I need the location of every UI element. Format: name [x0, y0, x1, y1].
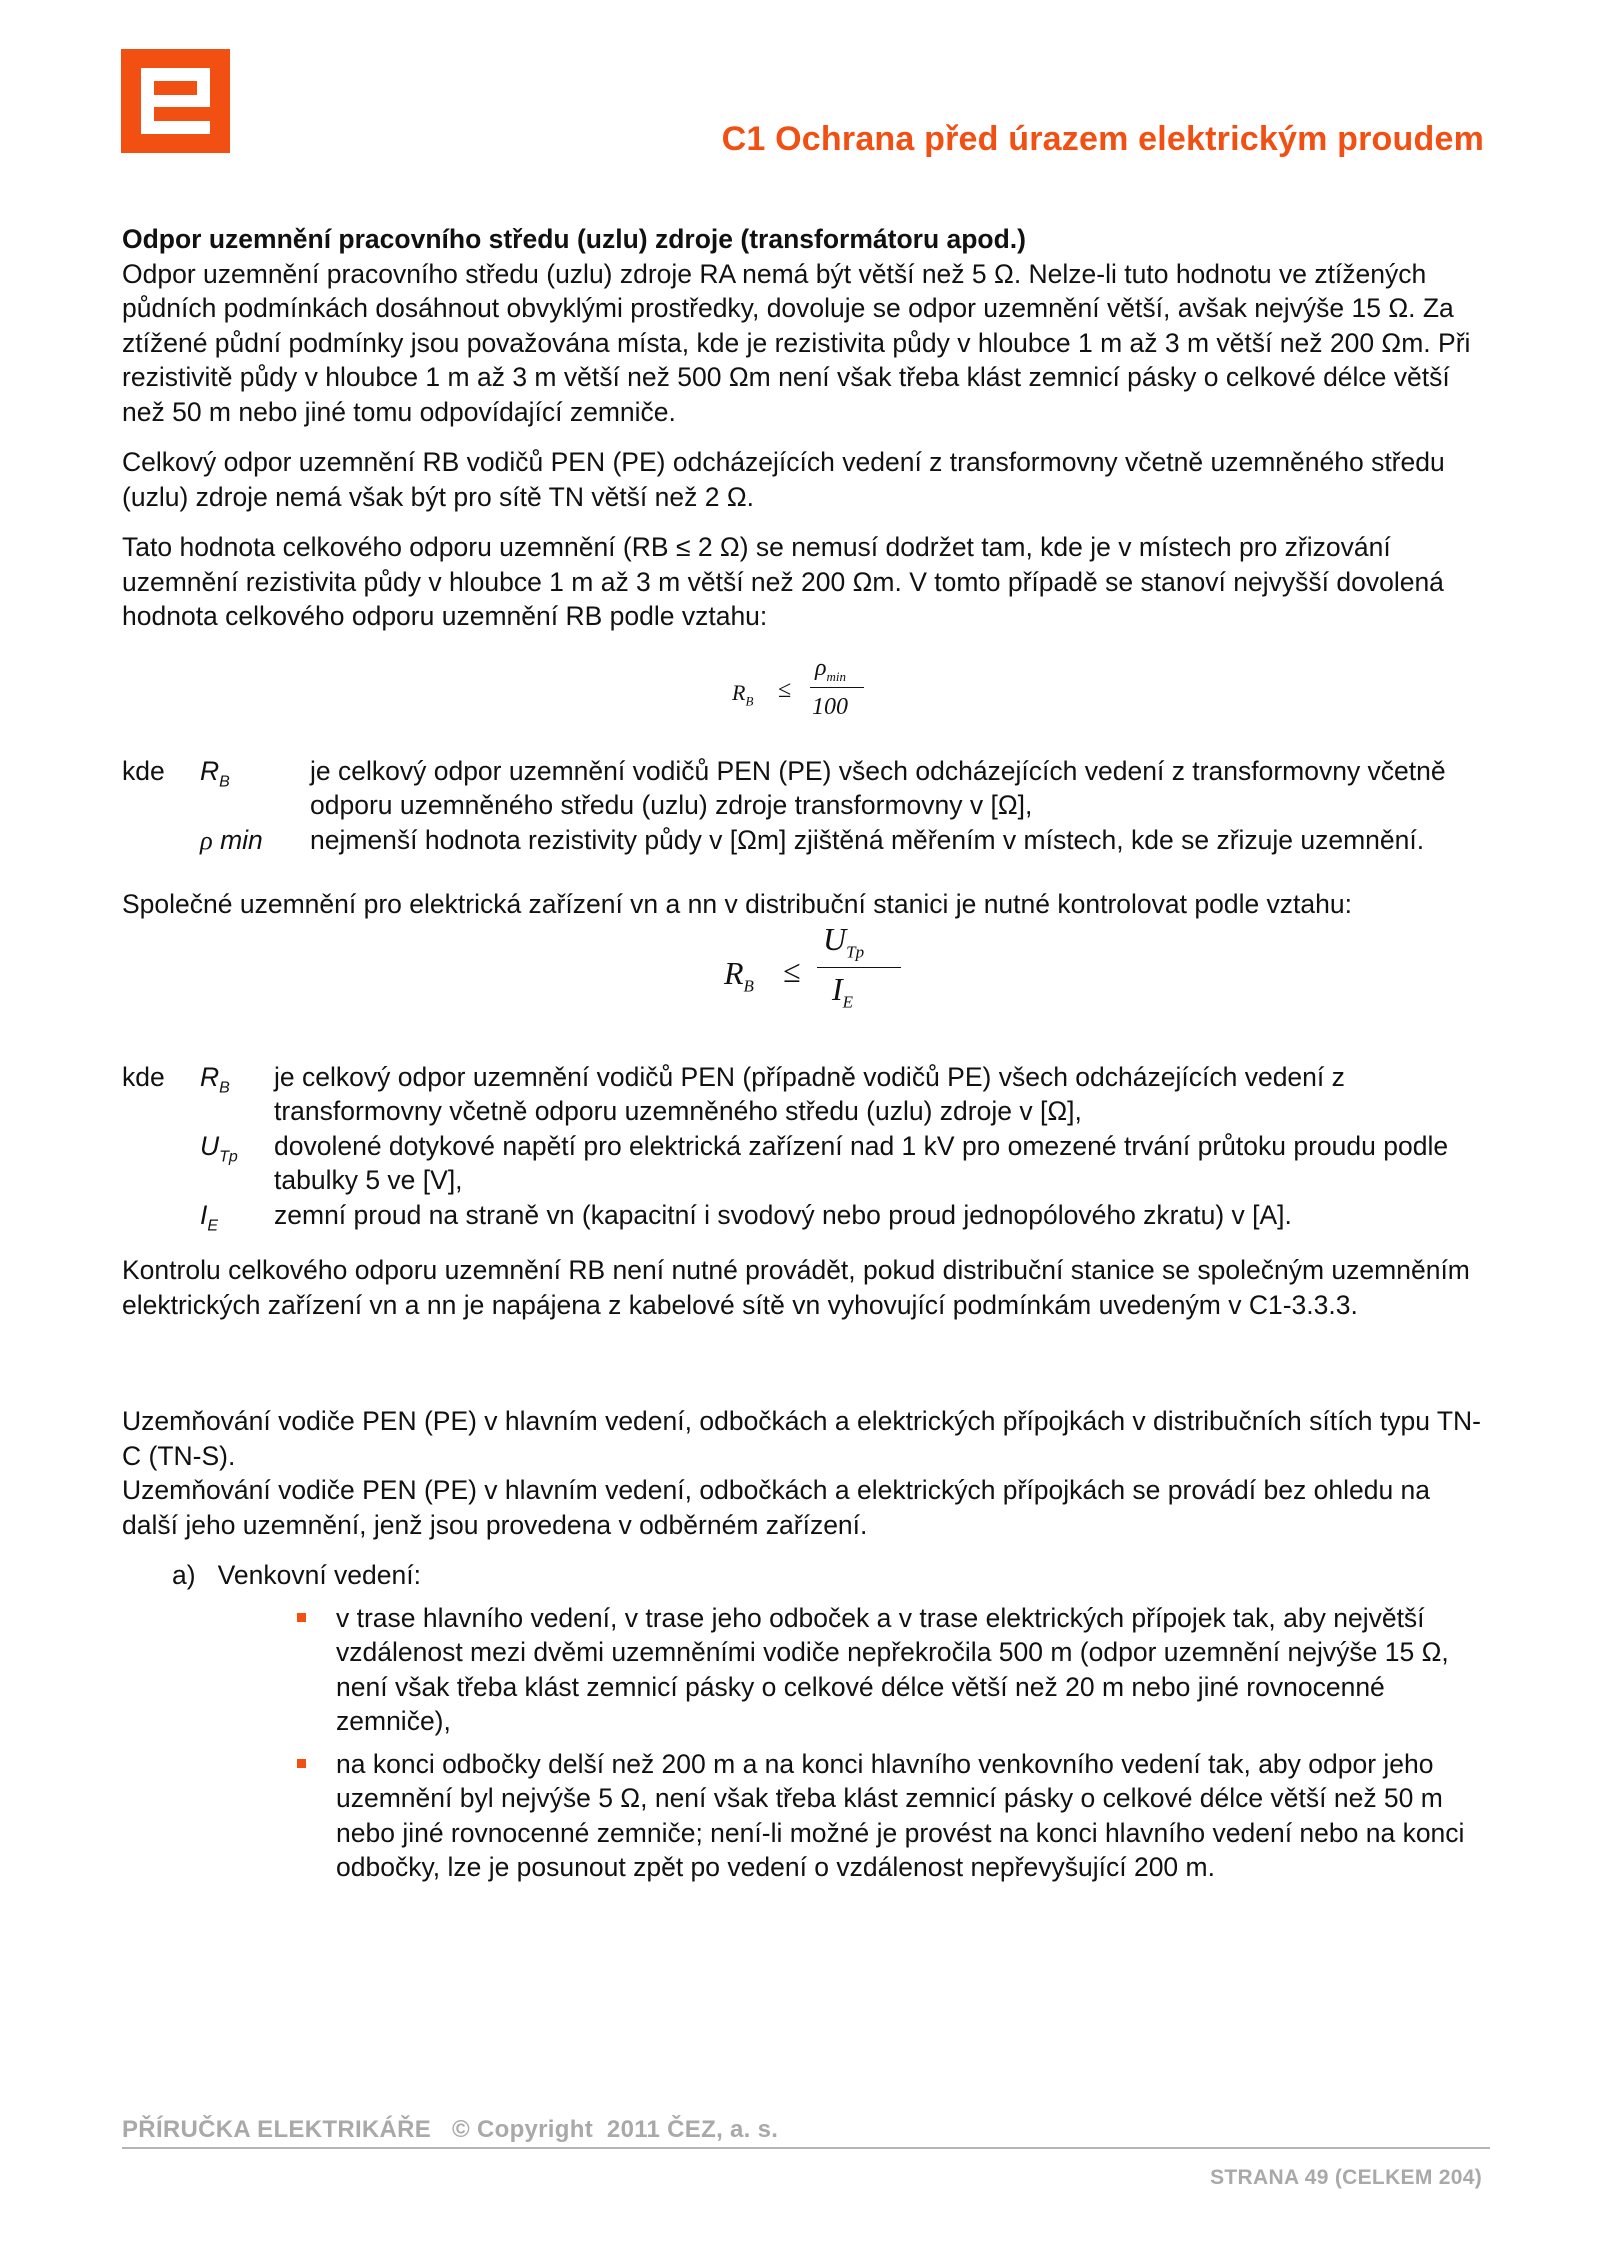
definition-lead: kde [122, 755, 165, 786]
fraction-bar [810, 687, 864, 688]
definition-lead [122, 1129, 200, 1198]
formula-denominator: 100 [812, 693, 848, 720]
formula-lhs: $R_B$ [724, 954, 754, 995]
bullet-list [292, 1601, 1490, 1885]
formula-numerator: $U_{Tp}$ [823, 920, 865, 961]
definition-text: dovolené dotykové napětí pro elektrická zařízení nad 1 kV pro omezené trvání průtoku proudu podle tabulky 5 ve [V], [274, 1130, 1449, 1195]
paragraph: Uzemňování vodiče PEN (PE) v hlavním vedení, odbočkách a elektrických přípojkách v distribučních sítích typu TN-C (TN-S). [122, 1406, 1481, 1471]
formula-numerator: $\rho_{min}$ [815, 654, 847, 684]
definition-symbol: $U_{Tp}$ [200, 1130, 238, 1165]
footer-copyright: PŘÍRUČKA ELEKTRIKÁŘE © Copyright 2011 ČEZ, a. s. [122, 2116, 779, 2143]
document-body [122, 222, 1490, 1893]
cez-logo [121, 49, 230, 153]
formula-operator: ≤ [783, 952, 801, 989]
cez-logo-mark [121, 49, 230, 153]
footer-page-number: STRANA 49 (CELKEM 204) [1210, 2166, 1482, 2189]
definition-text: je celkový odpor uzemnění vodičů PEN (PE) všech odcházejících vedení z transformovny včetně odporu uzemněného středu (uzlu) zdroje transformovny v [Ω], [310, 755, 1446, 820]
paragraph: Odpor uzemnění pracovního středu (uzlu) zdroje RA nemá být větší než 5 Ω. Nelze-li tuto hodnotu ve ztížených půdních podmínkách dosáhnout obvyklými prostředky, dovoluje se odpor uzemnění větší, avšak nejvýše 15 Ω. Za ztížené půdní podmínky jsou považována místa, kde je rezistivita půdy v hloubce 1 m až 3 m větší než 200 Ωm. Při rezistivitě půdy v hloubce 1 m až 3 m větší než 500 Ωm není však třeba klást zemnicí pásky o celkové délce větší než 50 m nebo jiné tomu odpovídající zemniče. [122, 258, 1471, 427]
footer-divider [122, 2147, 1490, 2149]
paragraph: Kontrolu celkového odporu uzemnění RB není nutné provádět, pokud distribuční stanice se společným uzemněním elektrických zařízení vn a nn je napájena z kabelové sítě vn vyhovující podmínkám uvedeným v C1-3.3.3. [122, 1255, 1470, 1320]
list-item: na konci odbočky delší než 200 m a na konci hlavního venkovního vedení tak, aby odpor jeho uzemnění byl nejvýše 5 Ω, není však třeba klást zemnicí pásky o celkové délce větší než 50 m nebo jiné rovnocenné zemniče; není-li možné je provést na konci hlavního vedení nebo na konci odbočky, lze je posunout zpět po vedení o vzdálenost nepřevyšující 200 m. [292, 1747, 1490, 1885]
formula-rb-rho [122, 646, 1490, 754]
definition-symbol: $I_E$ [200, 1199, 219, 1234]
paragraph: Uzemňování vodiče PEN (PE) v hlavním vedení, odbočkách a elektrických přípojkách se provádí bez ohledu na další jeho uzemnění, jenž jsou provedena v odběrném zařízení. [122, 1475, 1431, 1540]
formula-denominator: $I_E$ [832, 970, 854, 1011]
list-title: Venkovní vedení: [217, 1560, 421, 1591]
definition-text: nejmenší hodnota rezistivity půdy v [Ωm] zjištěná měřením v místech, kde se zřizuje uzemnění. [310, 824, 1425, 855]
list-item: v trase hlavního vedení, v trase jeho odboček a v trase elektrických přípojek tak, aby největší vzdálenost mezi dvěmi uzemněními vodiče nepřekročila 500 m (odpor uzemnění nejvýše 15 Ω, není však třeba klást zemnicí pásky o celkové délce větší než 20 m nebo jiné rovnocenné zemniče), [292, 1601, 1490, 1739]
definition-symbol: $R_B$ [200, 1061, 230, 1096]
paragraph: Tato hodnota celkového odporu uzemnění (RB ≤ 2 Ω) se nemusí dodržet tam, kde je v místech pro zřizování uzemnění rezistivita půdy v hloubce 1 m až 3 m větší než 200 Ωm. V tomto případě se stanoví nejvyšší dovolená hodnota celkového odporu uzemnění RB podle vztahu: [122, 532, 1444, 631]
definition-lead [122, 823, 200, 858]
fraction-bar [817, 967, 901, 968]
definition-text: zemní proud na straně vn (kapacitní i svodový nebo proud jednopólového zkratu) v [A]. [274, 1199, 1292, 1230]
sub-list-heading [172, 1558, 1490, 1593]
definition-lead: kde [122, 1061, 165, 1092]
definitions-list [122, 754, 1490, 858]
formula-rb-utp [122, 922, 1490, 1060]
chapter-title: C1 Ochrana před úrazem elektrickým proudem [721, 120, 1484, 158]
bullet-square-icon [297, 1613, 306, 1622]
paragraph: Společné uzemnění pro elektrická zařízení vn a nn v distribuční stanici je nutné kontrolovat podle vztahu: [122, 889, 1352, 919]
definition-symbol: ρ min [200, 824, 263, 855]
formula-lhs: $R_B$ [732, 679, 754, 708]
definition-symbol: $R_B$ [200, 755, 230, 790]
bullet-square-icon [297, 1759, 306, 1768]
list-label: a) [172, 1560, 196, 1591]
formula-operator: ≤ [778, 676, 792, 703]
definition-lead [122, 1198, 200, 1244]
section-heading: Odpor uzemnění pracovního středu (uzlu) zdroje (transformátoru apod.) [122, 224, 1026, 254]
definitions-list [122, 1060, 1490, 1244]
definition-text: je celkový odpor uzemnění vodičů PEN (případně vodičů PE) všech odcházejících vedení z transformovny včetně odporu uzemněného středu (uzlu) zdroje v [Ω], [274, 1061, 1345, 1126]
paragraph: Celkový odpor uzemnění RB vodičů PEN (PE) odcházejících vedení z transformovny včetně uzemněného středu (uzlu) zdroje nemá však být pro sítě TN větší než 2 Ω. [122, 447, 1445, 512]
